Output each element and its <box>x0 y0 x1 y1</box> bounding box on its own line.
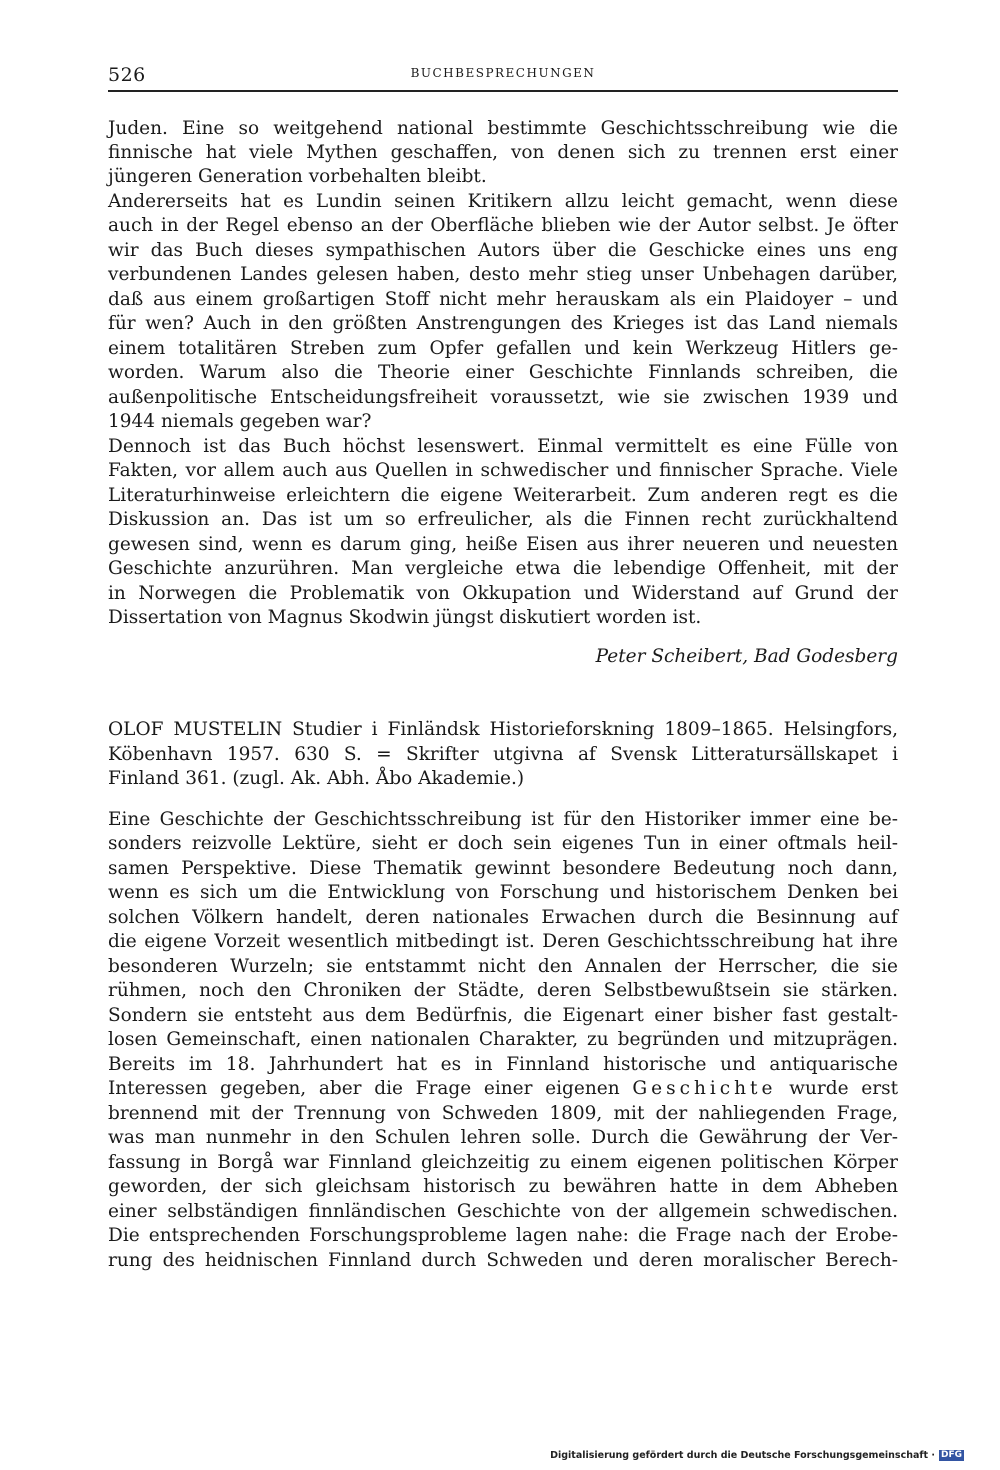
review1-line: Dennoch ist das Buch höchst lesenswert. Einmal vermittelt es eine Fülle von <box>108 436 898 457</box>
review1-line: wir das Buch dieses sympathischen Autors über die Geschicke eines uns eng <box>108 240 898 261</box>
citation-line: Finland 361. (zugl. Ak. Abh. Åbo Akademie.) <box>108 768 525 789</box>
review2-line-part: wurde erst <box>789 1078 898 1099</box>
review1-line: für wen? Auch in den größten Anstrengungen des Krieges ist das Land niemals <box>108 313 898 334</box>
dfg-logo: DFG <box>940 1450 962 1460</box>
review2-line: Eine Geschichte der Geschichtsschreibung ist für den Historiker immer eine be- <box>108 809 898 830</box>
review2-line: Bereits im 18. Jahrhundert hat es in Finnland historische und antiquarische <box>108 1054 898 1075</box>
digitization-note <box>550 1450 964 1461</box>
review1-line: einem totalitären Streben zum Opfer gefallen und kein Werkzeug Hitlers ge- <box>108 338 898 359</box>
review2-line: sonders reizvolle Lektüre, sieht er doch sein eigenes Tun in einer oftmals heil- <box>108 833 898 854</box>
review1-line: gewesen sind, wenn es darum ging, heiße Eisen aus ihrer neueren und neuesten <box>108 534 898 555</box>
page-header <box>108 62 898 92</box>
review1-line: finnische hat viele Mythen geschaffen, von denen sich zu trennen erst einer <box>108 142 898 163</box>
review1-line: jüngeren Generation vorbehalten bleibt. <box>108 166 487 187</box>
review1-line: außenpolitische Entscheidungsfreiheit voraussetzt, wie sie zwischen 1939 und <box>108 387 898 408</box>
review2-line: Die entsprechenden Forschungsprobleme lagen nahe: die Frage nach der Erobe- <box>108 1225 898 1246</box>
review2-line: Sondern sie entsteht aus dem Bedürfnis, die Eigenart einer bisher fast gestalt- <box>108 1005 898 1026</box>
review2-line: samen Perspektive. Diese Thematik gewinnt besondere Bedeutung noch dann, <box>108 858 898 879</box>
review2-line: losen Gemeinschaft, einen nationalen Charakter, zu begründen und mitzuprägen. <box>108 1029 898 1050</box>
review2-line: solchen Völkern handelt, deren nationales Erwachen durch die Besinnung auf <box>108 907 898 928</box>
review2-line: einer selbständigen finnländischen Geschichte von der allgemein schwedischen. <box>108 1201 898 1222</box>
running-head: BUCHBESPRECHUNGEN <box>410 66 596 80</box>
spaced-emphasis: Geschichte <box>632 1078 777 1099</box>
review1-line: Dissertation von Magnus Skodwin jüngst diskutiert worden ist. <box>108 607 702 628</box>
citation-line: OLOF MUSTELIN Studier i Finländsk Historieforskning 1809–1865. Helsingfors, <box>108 719 898 740</box>
reviewer-signature: Peter Scheibert, Bad Godesberg <box>595 646 898 667</box>
review1-line: 1944 niemals gegeben war? <box>108 411 372 432</box>
review1-line: Literaturhinweise erleichtern die eigene Weiterarbeit. Zum anderen regt es die <box>108 485 898 506</box>
review1-line: worden. Warum also die Theorie einer Geschichte Finnlands schreiben, die <box>108 362 898 383</box>
review2-line: rühmen, noch den Chroniken der Städte, deren Selbstbewußtsein sie stärken. <box>108 980 898 1001</box>
review2-line: was man nunmehr in den Schulen lehren solle. Durch die Gewährung der Ver- <box>108 1127 898 1148</box>
review2-line: rung des heidnischen Finnland durch Schweden und deren moralischer Berech- <box>108 1250 898 1271</box>
review2-line-part: Interessen gegeben, aber die Frage einer eigenen <box>108 1078 620 1099</box>
review2-line: wenn es sich um die Entwicklung von Forschung und historischem Denken bei <box>108 882 898 903</box>
digitization-text: Digitalisierung gefördert durch die Deutsche Forschungsgemeinschaft · <box>550 1450 935 1461</box>
review1-line: Andererseits hat es Lundin seinen Kritikern allzu leicht gemacht, wenn diese <box>108 191 898 212</box>
review2-line: brennend mit der Trennung von Schweden 1809, mit der nahliegenden Frage, <box>108 1103 898 1124</box>
review2-line: fassung in Borgå war Finnland gleichzeitig zu einem eigenen politischen Körper <box>108 1152 898 1173</box>
review1-line: verbundenen Landes gelesen haben, desto mehr stieg unser Unbehagen darüber, <box>108 264 898 285</box>
review1-line: auch in der Regel ebenso an der Oberfläche blieben wie der Autor selbst. Je öfter <box>108 215 898 236</box>
review1-line: daß aus einem großartigen Stoff nicht mehr herauskam als ein Plaidoyer – und <box>108 289 898 310</box>
review1-line: Diskussion an. Das ist um so erfreulicher, als die Finnen recht zurückhaltend <box>108 509 898 530</box>
citation-line: Köbenhavn 1957. 630 S. = Skrifter utgivna af Svensk Litteratursällskapet i <box>108 744 898 765</box>
review2-line: die eigene Vorzeit wesentlich mitbedingt ist. Deren Geschichtsschreibung hat ihre <box>108 931 898 952</box>
review1-line: Geschichte anzurühren. Man vergleiche etwa die lebendige Offenheit, mit der <box>108 558 898 579</box>
review1-line: in Norwegen die Problematik von Okkupation und Widerstand auf Grund der <box>108 583 898 604</box>
review2-line: besonderen Wurzeln; sie entstammt nicht den Annalen der Herrscher, die sie <box>108 956 898 977</box>
review2-line: geworden, der sich gleichsam historisch zu bewähren hatte in dem Abheben <box>108 1176 898 1197</box>
review1-line: Juden. Eine so weitgehend national bestimmte Geschichtsschreibung wie die <box>108 118 898 139</box>
review2-line-spaced <box>108 1077 898 1101</box>
page-number: 526 <box>108 64 146 86</box>
review1-line: Fakten, vor allem auch aus Quellen in schwedischer und finnischer Sprache. Viele <box>108 460 898 481</box>
